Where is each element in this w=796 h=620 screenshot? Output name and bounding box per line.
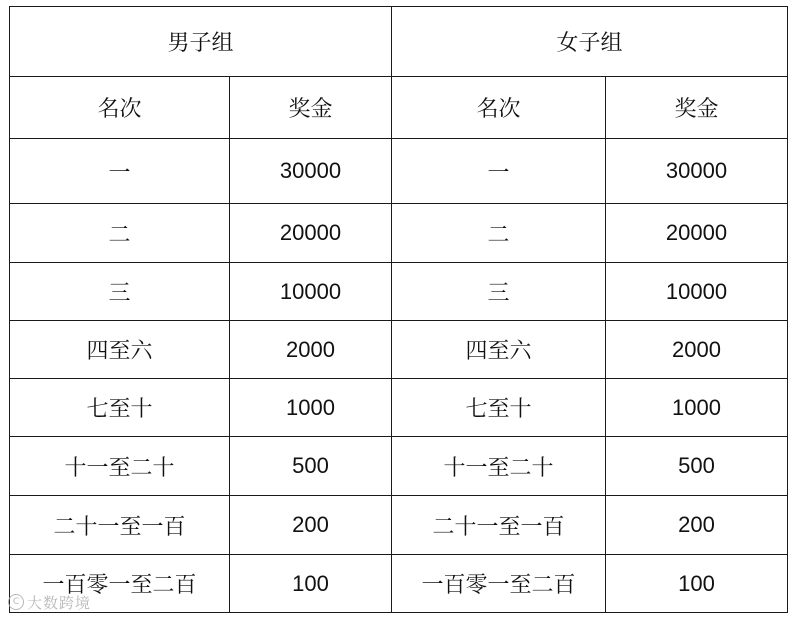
men-prize-cell: 10000 — [230, 263, 392, 321]
women-prize-cell: 500 — [606, 437, 788, 496]
men-prize-cell: 1000 — [230, 379, 392, 437]
men-rank-cell: 三 — [10, 263, 230, 321]
table-row — [10, 321, 788, 379]
women-rank-cell: 四至六 — [392, 321, 606, 379]
women-prize-cell: 20000 — [606, 204, 788, 263]
men-prize-cell: 20000 — [230, 204, 392, 263]
women-rank-cell: 二 — [392, 204, 606, 263]
women-prize-cell: 10000 — [606, 263, 788, 321]
women-group-header: 女子组 — [392, 7, 788, 77]
women-rank-cell: 七至十 — [392, 379, 606, 437]
women-rank-cell: 二十一至一百 — [392, 496, 606, 555]
women-prize-cell: 2000 — [606, 321, 788, 379]
column-header-row — [10, 77, 788, 139]
women-prize-cell: 1000 — [606, 379, 788, 437]
men-rank-cell: 十一至二十 — [10, 437, 230, 496]
men-prize-cell: 2000 — [230, 321, 392, 379]
women-prize-header: 奖金 — [606, 77, 788, 139]
table-row — [10, 379, 788, 437]
men-rank-cell: 四至六 — [10, 321, 230, 379]
prize-table — [9, 6, 788, 613]
table-row — [10, 437, 788, 496]
women-rank-cell: 三 — [392, 263, 606, 321]
men-rank-cell: 一百零一至二百 — [10, 555, 230, 613]
copyright-icon: C — [8, 594, 24, 610]
women-rank-cell: 十一至二十 — [392, 437, 606, 496]
men-group-header: 男子组 — [10, 7, 392, 77]
men-rank-cell: 一 — [10, 139, 230, 204]
men-prize-cell: 100 — [230, 555, 392, 613]
table-row — [10, 139, 788, 204]
women-prize-cell: 30000 — [606, 139, 788, 204]
men-rank-header: 名次 — [10, 77, 230, 139]
women-prize-cell: 100 — [606, 555, 788, 613]
watermark — [8, 591, 91, 613]
women-rank-cell: 一 — [392, 139, 606, 204]
women-rank-cell: 一百零一至二百 — [392, 555, 606, 613]
men-rank-cell: 二 — [10, 204, 230, 263]
table-row — [10, 496, 788, 555]
group-header-row — [10, 7, 788, 77]
men-rank-cell: 七至十 — [10, 379, 230, 437]
women-prize-cell: 200 — [606, 496, 788, 555]
men-prize-cell: 30000 — [230, 139, 392, 204]
men-prize-cell: 200 — [230, 496, 392, 555]
table-row — [10, 204, 788, 263]
men-prize-header: 奖金 — [230, 77, 392, 139]
women-rank-header: 名次 — [392, 77, 606, 139]
men-prize-cell: 500 — [230, 437, 392, 496]
men-rank-cell: 二十一至一百 — [10, 496, 230, 555]
table-row — [10, 263, 788, 321]
watermark-text: 大数跨境 — [27, 593, 92, 612]
table-row — [10, 555, 788, 613]
